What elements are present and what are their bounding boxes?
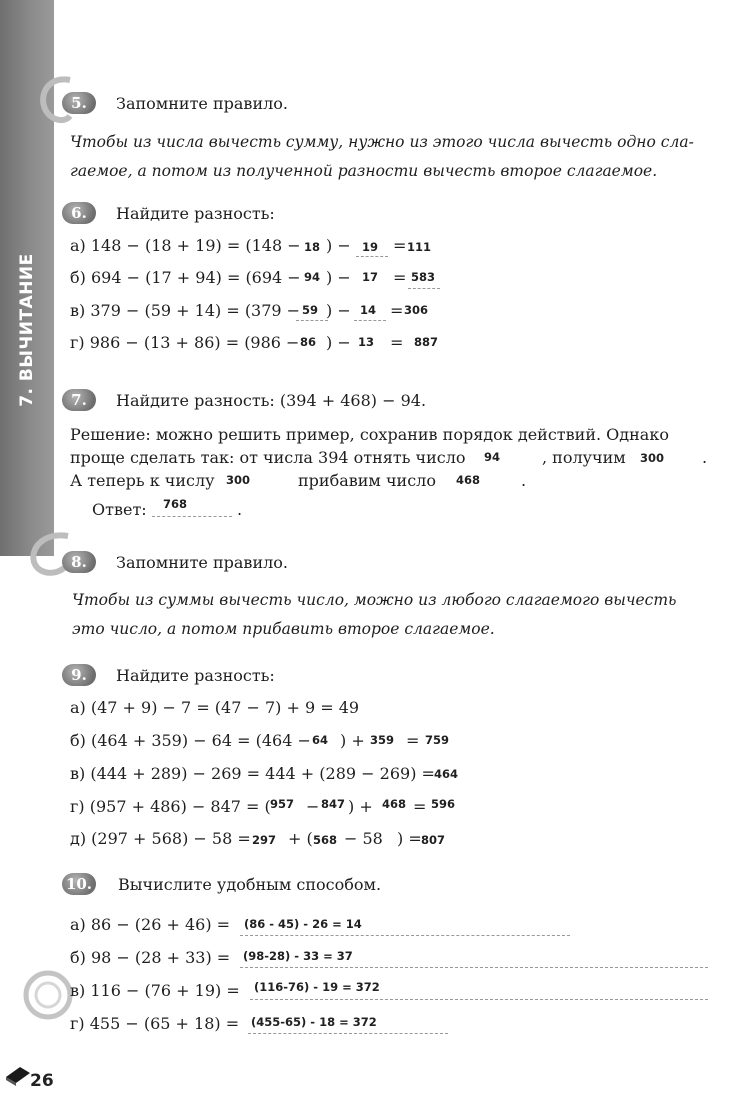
answer-blank — [152, 516, 232, 517]
handwritten-answer: 759 — [425, 733, 450, 747]
exercise-row-prefix: а) 86 − (26 + 46) = — [70, 915, 231, 934]
task-number-badge: 5. — [62, 92, 96, 114]
handwritten-answer: (98-28) - 33 = 37 — [243, 949, 353, 963]
exercise-row-part: = — [393, 268, 407, 287]
handwritten-answer: (455-65) - 18 = 372 — [251, 1015, 377, 1029]
handwritten-answer: 111 — [407, 240, 432, 254]
handwritten-answer: 887 — [414, 335, 439, 349]
task-number-badge: 8. — [62, 551, 96, 573]
handwritten-answer: 847 — [321, 797, 346, 811]
exercise-row-part: = — [406, 731, 420, 750]
handwritten-answer: 568 — [313, 833, 338, 847]
handwritten-answer: 94 — [304, 270, 321, 284]
rule-line: Чтобы из суммы вычесть число, можно из любого слагаемого вычесть — [72, 591, 677, 609]
exercise-row-prefix: г) (957 + 486) − 847 = ( — [70, 797, 271, 816]
exercise-row-prefix: г) 986 − (13 + 86) = (986 − — [70, 333, 300, 352]
answer-blank — [250, 999, 708, 1000]
rule-line: Чтобы из числа вычесть сумму, нужно из этого числа вычесть одно сла- — [70, 133, 694, 151]
handwritten-answer: 17 — [362, 270, 379, 284]
handwritten-answer: 468 — [382, 797, 407, 811]
handwritten-answer: 300 — [640, 451, 665, 465]
answer-blank — [240, 967, 708, 968]
exercise-row-prefix: б) 694 − (17 + 94) = (694 − — [70, 268, 301, 287]
book-icon — [4, 1063, 32, 1087]
handwritten-answer: 468 — [456, 473, 481, 487]
handwritten-answer: (116-76) - 19 = 372 — [254, 980, 380, 994]
solution-line: Решение: можно решить пример, сохранив порядок действий. Однако — [70, 425, 669, 444]
task-heading: Запомните правило. — [116, 553, 288, 572]
chapter-label: 7. ВЫЧИТАНИЕ — [17, 253, 37, 407]
rule-text — [72, 586, 712, 644]
exercise-row-prefix: б) (464 + 359) − 64 = (464 − — [70, 731, 311, 750]
exercise-row-part: = — [390, 333, 404, 352]
exercise-row-part: ) + — [340, 731, 365, 750]
task-number-badge: 7. — [62, 389, 96, 411]
swirl-ornament-icon — [18, 955, 74, 1035]
exercise-row-prefix: а) 148 − (18 + 19) = (148 − — [70, 236, 301, 255]
exercise-row-part: ) + — [348, 797, 373, 816]
exercise-row-prefix: в) 379 − (59 + 14) = (379 − — [70, 301, 301, 320]
handwritten-answer: 19 — [362, 240, 379, 254]
rule-line: это число, а потом прибавить второе слагаемое. — [72, 620, 495, 638]
task-number-badge: 9. — [62, 664, 96, 686]
exercise-row-part: ) = — [397, 829, 422, 848]
handwritten-answer: 86 — [300, 335, 317, 349]
task-heading: Найдите разность: (394 + 468) − 94. — [116, 391, 427, 410]
exercise-row-prefix: г) 455 − (65 + 18) = — [70, 1014, 240, 1033]
handwritten-answer: 300 — [226, 473, 251, 487]
exercise-row-part: ) − — [326, 268, 351, 287]
solution-line: проще сделать так: от числа 394 отнять число — [70, 448, 466, 467]
exercise-row-part: = — [393, 236, 407, 255]
exercise-row-prefix: в) (444 + 289) − 269 = 444 + (289 − 269) = — [70, 764, 435, 783]
handwritten-answer: 59 — [302, 303, 319, 317]
handwritten-answer: 14 — [360, 303, 377, 317]
task-heading: Найдите разность: — [116, 666, 275, 685]
handwritten-answer: 18 — [304, 240, 321, 254]
solution-text: , получим — [542, 448, 626, 467]
rule-line: гаемое, а потом из полученной разности вычесть второе слагаемое. — [70, 162, 658, 180]
solution-text: прибавим число — [298, 471, 436, 490]
solution-text: . — [521, 471, 527, 490]
exercise-row-part: + ( — [288, 829, 313, 848]
answer-label: Ответ: — [92, 500, 147, 519]
answer-blank — [240, 935, 570, 936]
handwritten-answer: 297 — [252, 833, 277, 847]
exercise-row-part: ) − — [326, 333, 351, 352]
handwritten-answer: 64 — [312, 733, 329, 747]
exercise-row-part: = — [390, 301, 404, 320]
task-heading: Вычислите удобным способом. — [118, 875, 382, 894]
task-number-badge: 6. — [62, 202, 96, 224]
handwritten-answer: 957 — [270, 797, 295, 811]
page-number: 26 — [30, 1071, 54, 1091]
solution-text: . — [702, 448, 708, 467]
answer-blank — [354, 320, 386, 321]
handwritten-answer: (86 - 45) - 26 = 14 — [244, 917, 362, 931]
handwritten-answer: 596 — [431, 797, 456, 811]
exercise-row-part: = — [413, 797, 427, 816]
handwritten-answer: 94 — [484, 450, 501, 464]
answer-blank — [296, 320, 328, 321]
task-number-badge: 10. — [62, 873, 96, 895]
handwritten-answer: 583 — [411, 270, 436, 284]
exercise-row-part: ) − — [326, 236, 351, 255]
handwritten-answer: 464 — [434, 767, 459, 781]
exercise-row-prefix: в) 116 − (76 + 19) = — [70, 981, 240, 1000]
handwritten-answer: 359 — [370, 733, 395, 747]
task-heading: Запомните правило. — [116, 94, 288, 113]
handwritten-answer: 306 — [404, 303, 429, 317]
handwritten-answer: 807 — [421, 833, 446, 847]
exercise-row-part: ) − — [326, 301, 351, 320]
task-heading: Найдите разность: — [116, 204, 275, 223]
exercise-row-part: − 58 — [344, 829, 383, 848]
answer-blank — [408, 288, 440, 289]
exercise-row-prefix: д) (297 + 568) − 58 = — [70, 829, 251, 848]
exercise-row-prefix: б) 98 − (28 + 33) = — [70, 948, 231, 967]
rule-text — [70, 128, 710, 186]
exercise-row-part: − — [306, 797, 320, 816]
answer-end: . — [237, 500, 243, 519]
exercise-row: а) (47 + 9) − 7 = (47 − 7) + 9 = 49 — [70, 698, 360, 717]
answer-blank — [248, 1033, 448, 1034]
handwritten-answer: 13 — [358, 335, 375, 349]
answer-blank — [356, 256, 388, 257]
handwritten-answer: 768 — [163, 497, 188, 511]
solution-line: А теперь к числу — [70, 471, 215, 490]
